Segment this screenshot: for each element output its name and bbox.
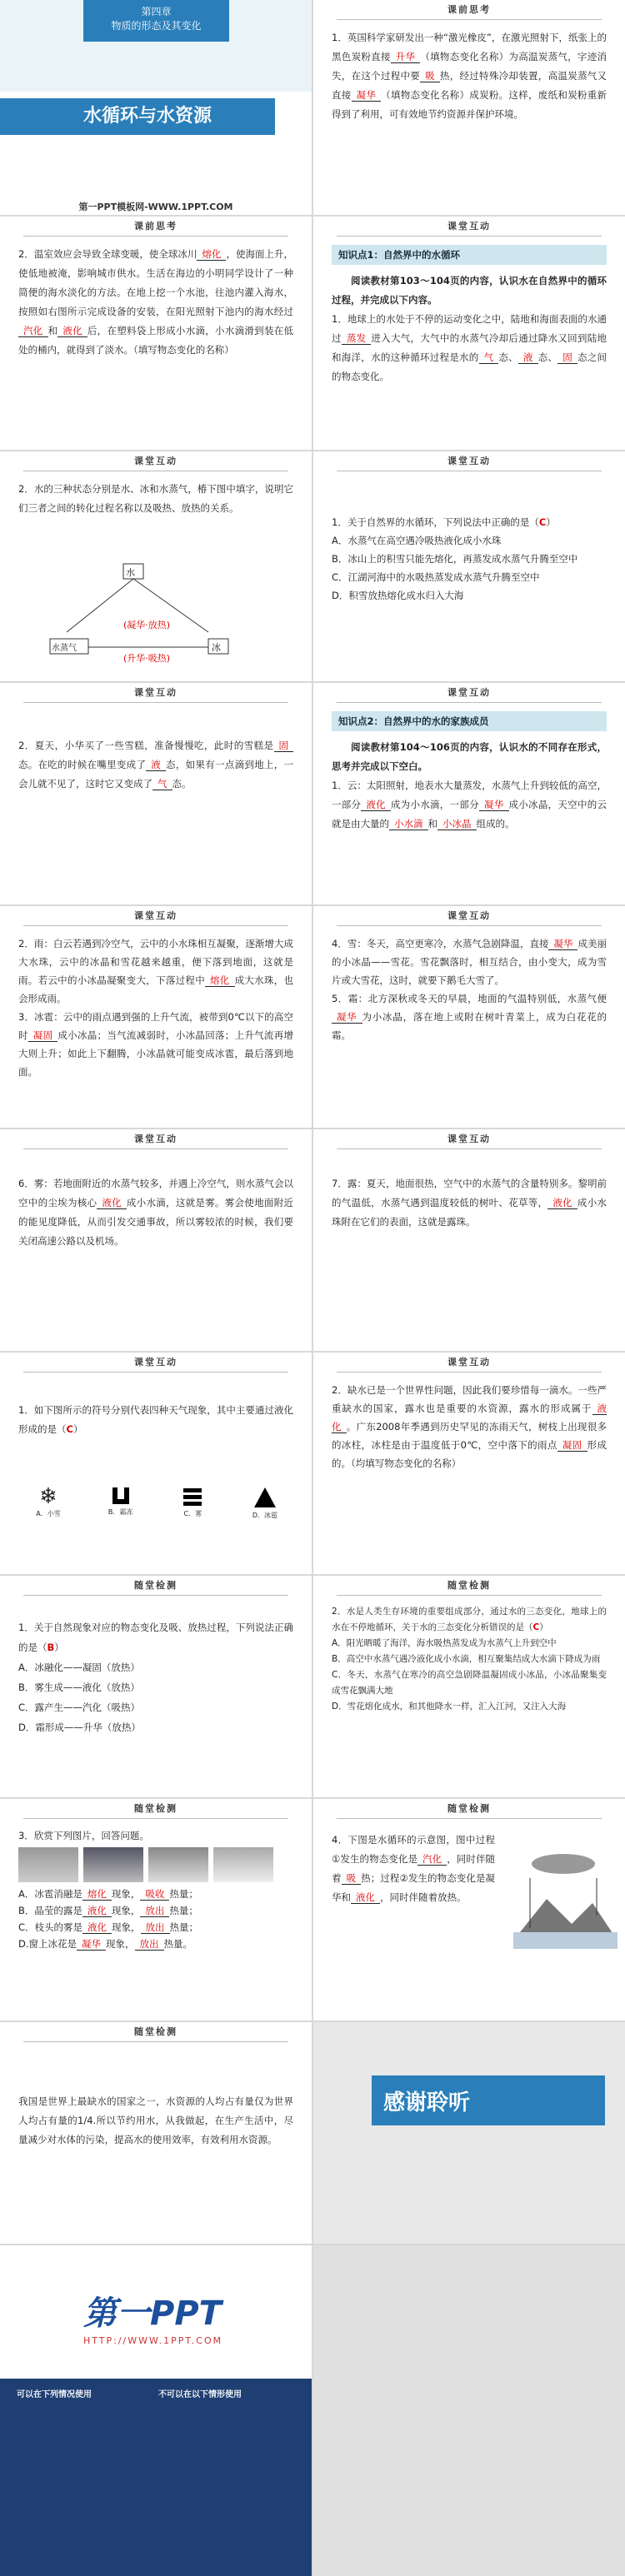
cover-slide [0, 0, 312, 215]
slide-17: 随堂检测 3．欣赏下列图片，回答问题。 A．冰雹消融是 熔化 现象， 吸收 热量； B．晶莹的露是 液化 现象， 放出 热量； C．枝头的雾是 液化 现象， 放出 热量； D.窗上冰花是 凝华 现象， 放出 热量。 [0, 1799, 312, 2020]
chapter-badge: 第四章 物质的形态及其变化 [83, 0, 229, 42]
fog-icon [183, 1487, 202, 1506]
dew-photo [83, 1847, 143, 1882]
slide-8: 课堂互动 知识点2：自然界中的水的家族成员 阅读教材第104～106页的内容，认识水的不同存在形式，思考并完成以下空白。 1．云：太阳照射，地表水大量蒸发，水蒸气上升到较低的高空，一部分 液化 成为小水滴，一部分 凝华 成小冰晶，天空中的云就是由大量的 小水滴 和 小冰晶 组成的。 [313, 683, 625, 904]
slide-12: 课堂互动 7．露：夏天，地面很热，空气中的水蒸气的含量特别多。黎明前的气温低，水蒸气遇到温度较低的树叶、花草等， 液化 成小水珠附在它们的表面，这就是露珠。 [313, 1129, 625, 1351]
weather-icons: ❄ A．小雪 B．霜冻 C．雾 D．冰雹 [15, 1484, 298, 1520]
slide-14: 课堂互动 2．缺水已是一个世界性问题，因此我们要珍惜每一滴水。一些严重缺水的国家，露水也是重要的水资源，露水的形成属于 液化 。广东2008年季遇到历史罕见的冻雨天气，树枝上出现很多的冰柱，冰柱是由于温度低于0℃，空中落下的雨点 凝固 形成的。（均填写物态变化的名称） [313, 1353, 625, 1574]
fog-photo [148, 1847, 208, 1882]
photo-strip [18, 1847, 293, 1882]
ice-flower-photo [213, 1847, 273, 1882]
slide-11: 课堂互动 6．雾：若地面附近的水蒸气较多，并遇上冷空气，则水蒸气会以空中的尘埃为核心 液化 成小水滴，这就是雾。雾会使地面附近的能见度降低，从而引发交通事故，所以雾较浓的时候，我们要关闭高速公路以及机场。 [0, 1129, 312, 1351]
water-cycle-diagram [513, 1849, 618, 1949]
footer-slide: 第一PPT HTTP://WWW.1PPT.COM 可以在下列情况使用 不可以在以下情形使用 [0, 2245, 312, 2576]
snow-icon: ❄ [39, 1484, 58, 1509]
slide-7: 课堂互动 2．夏天，小华买了一些雪糕，准备慢慢吃，此时的雪糕是 固态。在吃的时候在嘴里变成了 液 态，如果有一点滴到地上，一会儿就不见了，这时它又变成了 气 态。 [0, 683, 312, 904]
slide-15: 随堂检测 1．关于自然现象对应的物态变化及吸、放热过程，下列说法正确的是（B） A．冰融化——凝固（放热） B．雾生成——液化（放热） C．露产生——汽化（吸热） D．霜形成——升华（放热） [0, 1576, 312, 1797]
blank-slide [313, 2245, 625, 2576]
cover-site: 第一PPT模板网-WWW.1PPT.COM [78, 202, 233, 212]
brand-logo: 第一PPT [83, 2294, 222, 2333]
slide-2: 课前思考 1．英国科学家研发出一种“激光橡皮”，在激光照射下，纸张上的黑色炭粉直接 升华 （填物态变化名称）为高温炭蒸气，字迹消失，在这个过程中要 吸 热，经过特殊冷却装置，高温炭蒸气又直接 凝华 （填物态变化名称）成炭粉。这样，废纸和炭粉重新得到了利用，可有效地节约资源并保护环境。 [313, 0, 625, 215]
knowledge-point: 知识点1：自然界中的水循环 [332, 245, 607, 265]
thanks-slide [313, 2022, 625, 2244]
slide-6: 课堂互动 1．关于自然界的水循环，下列说法中正确的是（C） A．水蒸气在高空遇冷吸热液化成小水珠 B．冰山上的积雪只能先熔化，再蒸发成水蒸气升腾至空中 C．江湖河海中的水吸热蒸发成水蒸气升腾至空中 D．积雪放热熔化成水归入大海 [313, 451, 625, 681]
slide-4: 课堂互动 知识点1：自然界中的水循环 阅读教材第103～104页的内容，认识水在自然界中的循环过程，并完成以下内容。 1．地球上的水处于不停的运动变化之中，陆地和海面表面的水通过 蒸发 进入大气，大气中的水蒸气冷却后通过降水又回到陆地和海洋，水的这种循环过程是水的 气 态、 液 态、 固 态之间的物态变化。 [313, 217, 625, 450]
slide-13: 课堂互动 1．如下图所示的符号分别代表四种天气现象，其中主要通过液化形成的是（C） ❄ A．小雪 B．霜冻 C．雾 D．冰雹 [0, 1353, 312, 1574]
slide-3: 课前思考 2．温室效应会导致全球变暖，使全球冰川 熔化 ，使海面上升，使低地被淹，影响城市供水。生活在海边的小明同学设计了一种简便的海水淡化的方法。在地上挖一个水池，往池内灌入海水，按照如右图所示完成设备的安装，在阳光照射下池内的海水经过汽化 和 液化 后，在塑料袋上形成小水滴，小水滴滑到装在低处的桶内，就得到了淡水。（填写物态变化的名称） [0, 217, 312, 450]
brand-url: HTTP://WWW.1PPT.COM [83, 2335, 223, 2346]
hail-icon [254, 1487, 276, 1507]
frost-icon [112, 1487, 129, 1504]
slide-10: 课堂互动 4．雪：冬天，高空更寒冷，水蒸气急剧降温，直接 凝华 成美丽的小冰晶——雪花。雪花飘落时，相互结合，由小变大，成为雪片或大雪花，这时，就要下鹅毛大雪了。 5．霜：北方深秋或冬天的早晨，地面的气温特别低，水蒸气便凝华 为小冰晶，落在地上或附在树叶青菜上，成为白花花的霜。 [313, 906, 625, 1128]
thanks-title: 感谢聆听 [383, 2090, 471, 2115]
slide-9: 课堂互动 2．雨：白云若遇到冷空气，云中的小水珠相互凝聚，逐渐增大成大水珠，云中的冰晶和雪花越来越重，便下落到地面，这就是雨。若云中的小冰晶凝聚变大，下落过程中 熔化 成大水珠，也会形成雨。 3．冰雹：云中的雨点遇到强的上升气流，被带到0℃以下的高空时 凝固 成小冰晶；当气流减弱时，小冰晶回落；上升气流再增大则上升；如此上下翻腾，小冰晶就可能变成冰雹，最后落到地面。 [0, 906, 312, 1128]
slide-5: 课堂互动 2．水的三种状态分别是水、冰和水蒸气，椿下图中填字，说明它们三者之间的转化过程名称以及吸热、放热的关系。 水 水蒸气 冰 (凝华·放热) (升华·吸热) [0, 451, 312, 681]
slide-16: 随堂检测 2．水是人类生存环境的重要组成部分，通过水的三态变化，地球上的水在不停地循环，关于水的三态变化分析错误的是（C） A．阳光晒暖了海洋，海水吸热蒸发成为水蒸气上升到空中 B．高空中水蒸气遇冷液化成小水滴，相互聚集结成大水滴下降成为雨 C．冬天，水蒸气在寒冷的高空急剧降温凝固成小冰晶，小冰晶聚集变成雪花飘满大地 D．雪花熔化成水，和其他降水一样，汇入江河，又注入大海 [313, 1576, 625, 1797]
slide-19: 随堂检测 我国是世界上最缺水的国家之一，水资源的人均占有量仅为世界人均占有量的1/4.所以节约用水，从我做起，在生产生活中，尽量减少对水体的污染，提高水的使用效率，有效利用水资源。 [0, 2022, 312, 2244]
slide-18: 随堂检测 4．下图是水循环的示意图，图中过程①发生的物态变化是 汽化 ，同时伴随着 吸 热；过程②发生的物态变化是凝华和 液化 ，同时伴随着放热。 [313, 1799, 625, 2020]
slide-header: 课前思考 [337, 0, 602, 20]
cover-title: 水循环与水资源 [0, 98, 275, 135]
hail-photo [18, 1847, 78, 1882]
